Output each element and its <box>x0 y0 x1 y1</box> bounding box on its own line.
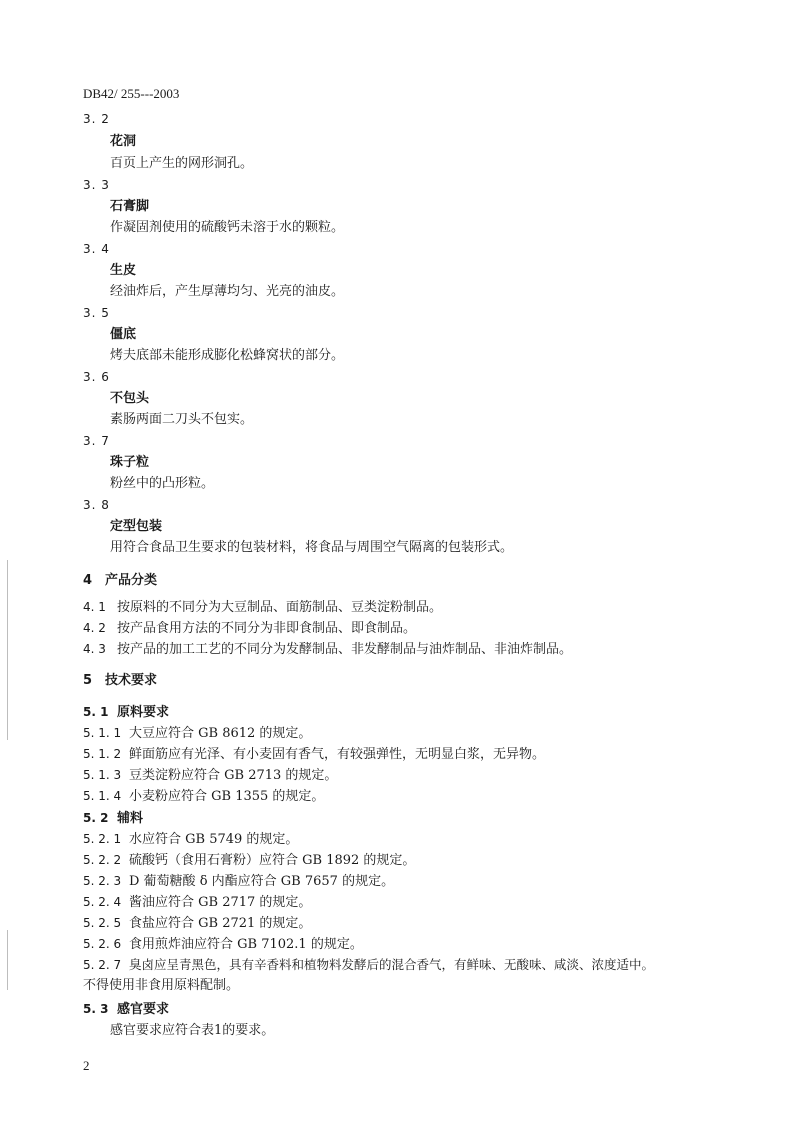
clause-number: 4. 1 <box>83 600 106 614</box>
term-title: 石膏脚 <box>110 199 150 214</box>
clause-text: 酱油应符合 GB 2717 的规定。 <box>129 895 312 910</box>
clause-number: 3. 3 <box>83 178 110 192</box>
clause-number: 5. 1. 1 <box>83 726 122 740</box>
term-definition: 粉丝中的凸形粒。 <box>110 476 215 491</box>
clause-number: 3. 4 <box>83 242 110 256</box>
clause-number: 5. 1. 4 <box>83 789 122 803</box>
clause-number: 5. 2. 3 <box>83 874 122 888</box>
clause-number: 5. 2. 5 <box>83 916 122 930</box>
clause-text: 鲜面筋应有光泽、有小麦固有香气，有较强弹性，无明显白浆，无异物。 <box>129 747 546 762</box>
clause-number: 3. 5 <box>83 306 110 320</box>
clause-item <box>83 936 363 953</box>
clause-text: 食盐应符合 GB 2721 的规定。 <box>129 916 312 931</box>
clause-item <box>83 746 545 763</box>
subsection-title: 原料要求 <box>117 705 170 720</box>
term-title: 珠子粒 <box>110 455 150 470</box>
clause-item <box>83 767 337 784</box>
clause-number: 5. 2. 7 <box>83 958 122 972</box>
clause-text: 臭卤应呈青黑色，具有辛香料和植物料发酵后的混合香气，有鲜味、无酸味、咸淡、浓度适中。 <box>129 957 655 972</box>
section-title: 产品分类 <box>105 573 158 588</box>
scan-edge-mark <box>7 560 8 740</box>
clause-number: 5. 2. 2 <box>83 853 122 867</box>
term-definition: 作凝固剂使用的硫酸钙未溶于水的颗粒。 <box>110 220 345 235</box>
clause-number: 5. 2. 4 <box>83 895 122 909</box>
clause-item <box>83 599 442 616</box>
subsection-title: 感官要求 <box>117 1002 170 1017</box>
document-code-header: DB42/ 255---2003 <box>83 86 180 101</box>
section-title: 技术要求 <box>105 673 158 688</box>
scan-edge-mark <box>7 930 8 990</box>
clause-text: 按原料的不同分为大豆制品、面筋制品、豆类淀粉制品。 <box>117 600 443 615</box>
clause-number: 4. 2 <box>83 621 106 635</box>
section-number: 5 <box>83 673 93 688</box>
clause-item <box>83 873 394 890</box>
clause-item <box>83 831 298 848</box>
clause-text: 硫酸钙（食用石膏粉）应符合 GB 1892 的规定。 <box>129 853 416 868</box>
section-number: 4 <box>83 573 93 588</box>
section-heading <box>83 573 157 589</box>
clause-item <box>83 852 415 869</box>
clause-text: 大豆应符合 GB 8612 的规定。 <box>129 726 312 741</box>
subsection-heading <box>83 810 143 827</box>
clause-text: 感官要求应符合表1的要求。 <box>110 1023 275 1038</box>
clause-item <box>83 725 311 742</box>
term-definition: 百页上产生的网形洞孔。 <box>110 156 254 171</box>
term-title: 生皮 <box>110 263 137 278</box>
clause-text: 食用煎炸油应符合 GB 7102.1 的规定。 <box>129 937 363 952</box>
clause-number: 5. 3 <box>83 1002 109 1016</box>
clause-item <box>83 957 654 973</box>
term-definition: 烤夫底部未能形成膨化松蜂窝状的部分。 <box>110 348 345 363</box>
page-number: 2 <box>83 1058 90 1073</box>
term-title: 不包头 <box>110 391 150 406</box>
clause-text: 按产品的加工工艺的不同分为发酵制品、非发酵制品与油炸制品、非油炸制品。 <box>117 642 573 657</box>
term-definition: 用符合食品卫生要求的包装材料，将食品与周围空气隔离的包装形式。 <box>110 540 514 555</box>
clause-number: 3. 8 <box>83 498 110 512</box>
clause-item <box>83 788 324 805</box>
clause-number: 3. 2 <box>83 112 110 126</box>
clause-text: 水应符合 GB 5749 的规定。 <box>129 832 299 847</box>
subsection-title: 辅料 <box>117 811 144 826</box>
clause-number: 3. 7 <box>83 434 110 448</box>
clause-item <box>83 915 311 932</box>
clause-text: 豆类淀粉应符合 GB 2713 的规定。 <box>129 768 338 783</box>
clause-number: 3. 6 <box>83 370 110 384</box>
clause-item <box>83 641 572 658</box>
clause-item <box>83 894 311 911</box>
clause-number: 5. 1 <box>83 705 109 719</box>
clause-text: 按产品食用方法的不同分为非即食制品、即食制品。 <box>117 621 417 636</box>
term-title: 僵底 <box>110 327 137 342</box>
subsection-heading <box>83 704 169 721</box>
clause-number: 5. 2. 1 <box>83 832 122 846</box>
clause-number: 4. 3 <box>83 642 106 656</box>
clause-continuation: 不得使用非食用原料配制。 <box>83 978 240 993</box>
term-definition: 经油炸后，产生厚薄均匀、光亮的油皮。 <box>110 284 345 299</box>
term-title: 花洞 <box>110 134 137 149</box>
section-heading <box>83 673 157 689</box>
subsection-heading <box>83 1001 169 1018</box>
clause-number: 5. 1. 2 <box>83 747 122 761</box>
clause-number: 5. 2 <box>83 811 109 825</box>
clause-number: 5. 2. 6 <box>83 937 122 951</box>
term-title: 定型包装 <box>110 519 163 534</box>
clause-item <box>83 620 416 637</box>
clause-text: D 葡萄糖酸 δ 内酯应符合 GB 7657 的规定。 <box>129 874 395 889</box>
term-definition: 素肠两面二刀头不包实。 <box>110 412 254 427</box>
clause-text: 小麦粉应符合 GB 1355 的规定。 <box>129 789 325 804</box>
clause-number: 5. 1. 3 <box>83 768 122 782</box>
